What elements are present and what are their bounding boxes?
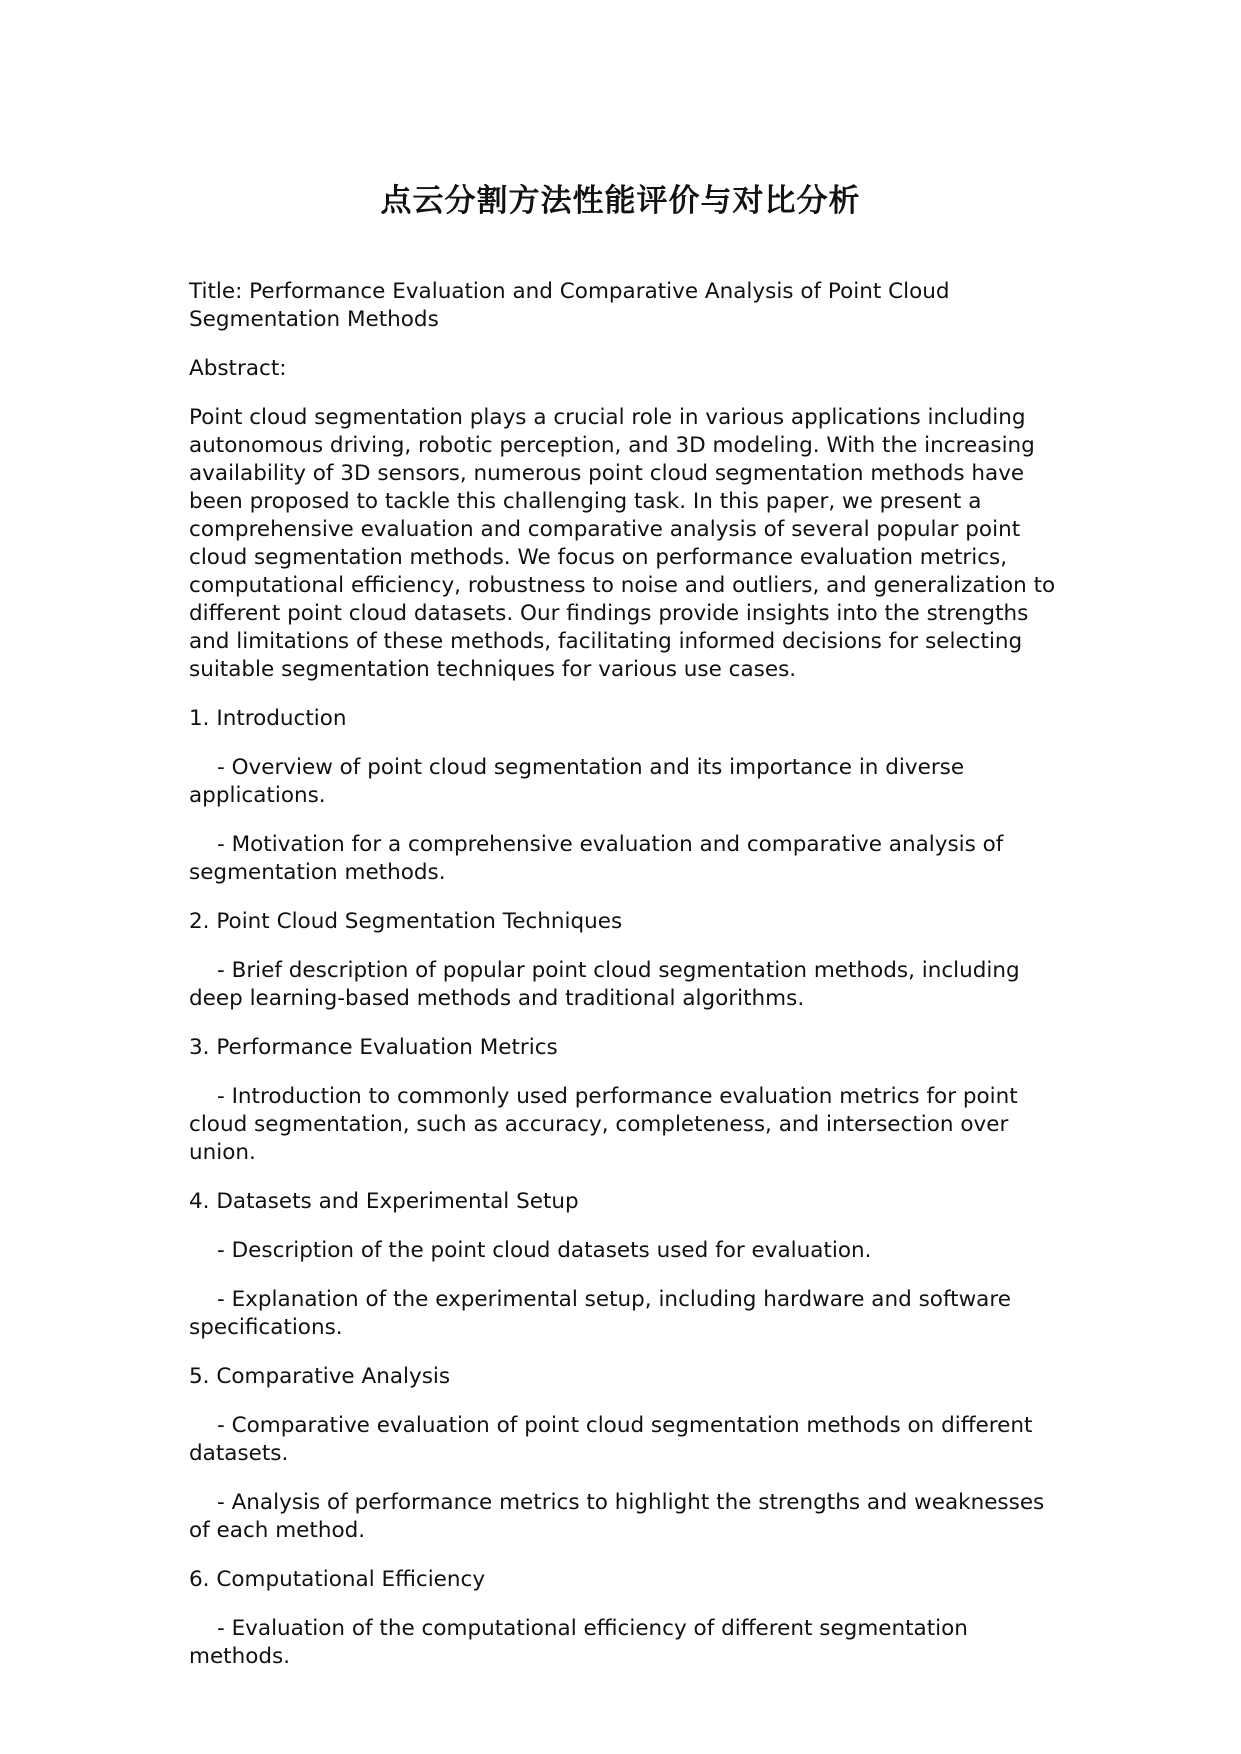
section-point: - Motivation for a comprehensive evaluation and comparative analysis of segmentation methods. xyxy=(189,832,1004,885)
section-point: - Analysis of performance metrics to highlight the strengths and weaknesses of each method. xyxy=(189,1490,1045,1543)
section-point: - Introduction to commonly used performance evaluation metrics for point cloud segmentation, such as accuracy, completeness, and intersection over union. xyxy=(189,1084,1018,1165)
section-point: - Comparative evaluation of point cloud segmentation methods on different datasets. xyxy=(189,1413,1033,1466)
section-point: - Overview of point cloud segmentation and its importance in diverse applications. xyxy=(189,755,965,808)
english-title-line: Title: Performance Evaluation and Comparative Analysis of Point Cloud Segmentation Methods xyxy=(189,279,950,332)
section-heading-comparative-analysis: 5. Comparative Analysis xyxy=(189,1364,451,1389)
abstract-text: Point cloud segmentation plays a crucial role in various applications including autonomous driving, robotic perception, and 3D modeling. With the increasing availability of 3D sensors, numerous point cloud segmentation methods have been proposed to tackle this challenging task. In this paper, we present a comprehensive evaluation and comparative analysis of several popular point cloud segmentation methods. We focus on performance evaluation metrics, computational efficiency, robustness to noise and outliers, and generalization to different point cloud datasets. Our findings provide insights into the strengths and limitations of these methods, facilitating informed decisions for selecting suitable segmentation techniques for various use cases. xyxy=(189,405,1056,682)
section-point: - Brief description of popular point cloud segmentation methods, including deep learning-based methods and traditional algorithms. xyxy=(189,958,1020,1011)
section-point: - Evaluation of the computational efficiency of different segmentation methods. xyxy=(189,1616,968,1669)
section-heading-techniques: 2. Point Cloud Segmentation Techniques xyxy=(189,909,623,934)
section-point: - Explanation of the experimental setup, including hardware and software specifications. xyxy=(189,1287,1011,1340)
section-heading-introduction: 1. Introduction xyxy=(189,706,347,731)
abstract-label: Abstract: xyxy=(189,356,287,381)
section-heading-datasets: 4. Datasets and Experimental Setup xyxy=(189,1189,579,1214)
document-body xyxy=(189,278,1059,1692)
section-heading-computational-efficiency: 6. Computational Efficiency xyxy=(189,1567,486,1592)
document-title-chinese: 点云分割方法性能评价与对比分析 xyxy=(380,183,861,219)
section-heading-metrics: 3. Performance Evaluation Metrics xyxy=(189,1035,558,1060)
section-point: - Description of the point cloud datasets used for evaluation. xyxy=(217,1238,872,1263)
